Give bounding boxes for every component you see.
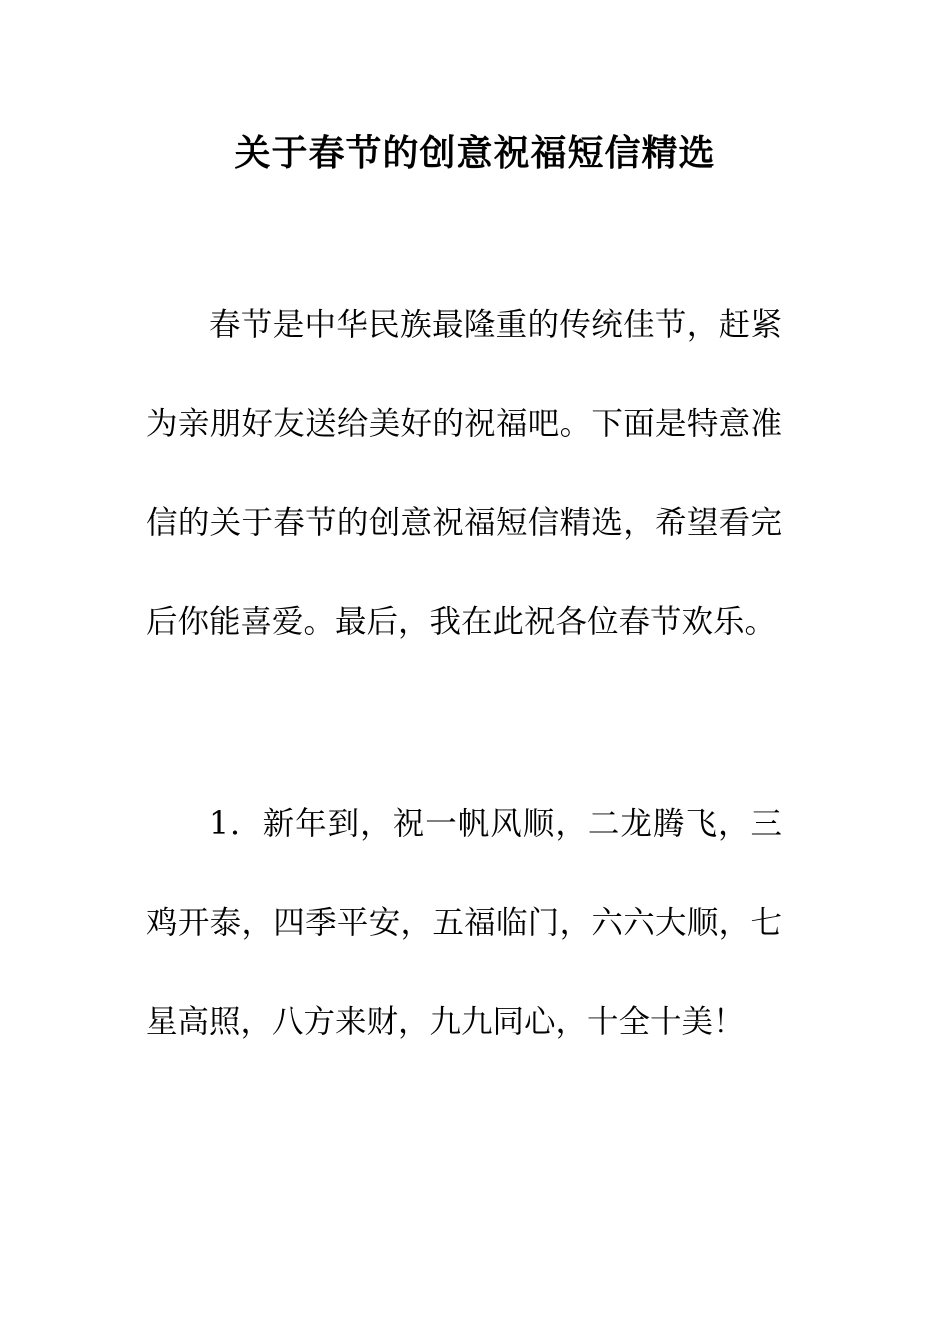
document-title: 关于春节的创意祝福短信精选 xyxy=(234,133,716,174)
greeting-paragraph-1: 1．新年到，祝一帆风顺，二龙腾飞，三鸡开泰，四季平安，五福临门，六六大顺，七星高照，八方来财，九九同心，十全十美！ xyxy=(146,806,782,1040)
intro-paragraph: 春节是中华民族最隆重的传统佳节，赶紧为亲朋好友送给美好的祝福吧。下面是特意准信的关于春节的创意祝福短信精选，希望看完后你能喜爱。最后，我在此祝各位春节欢乐。 xyxy=(146,307,782,640)
